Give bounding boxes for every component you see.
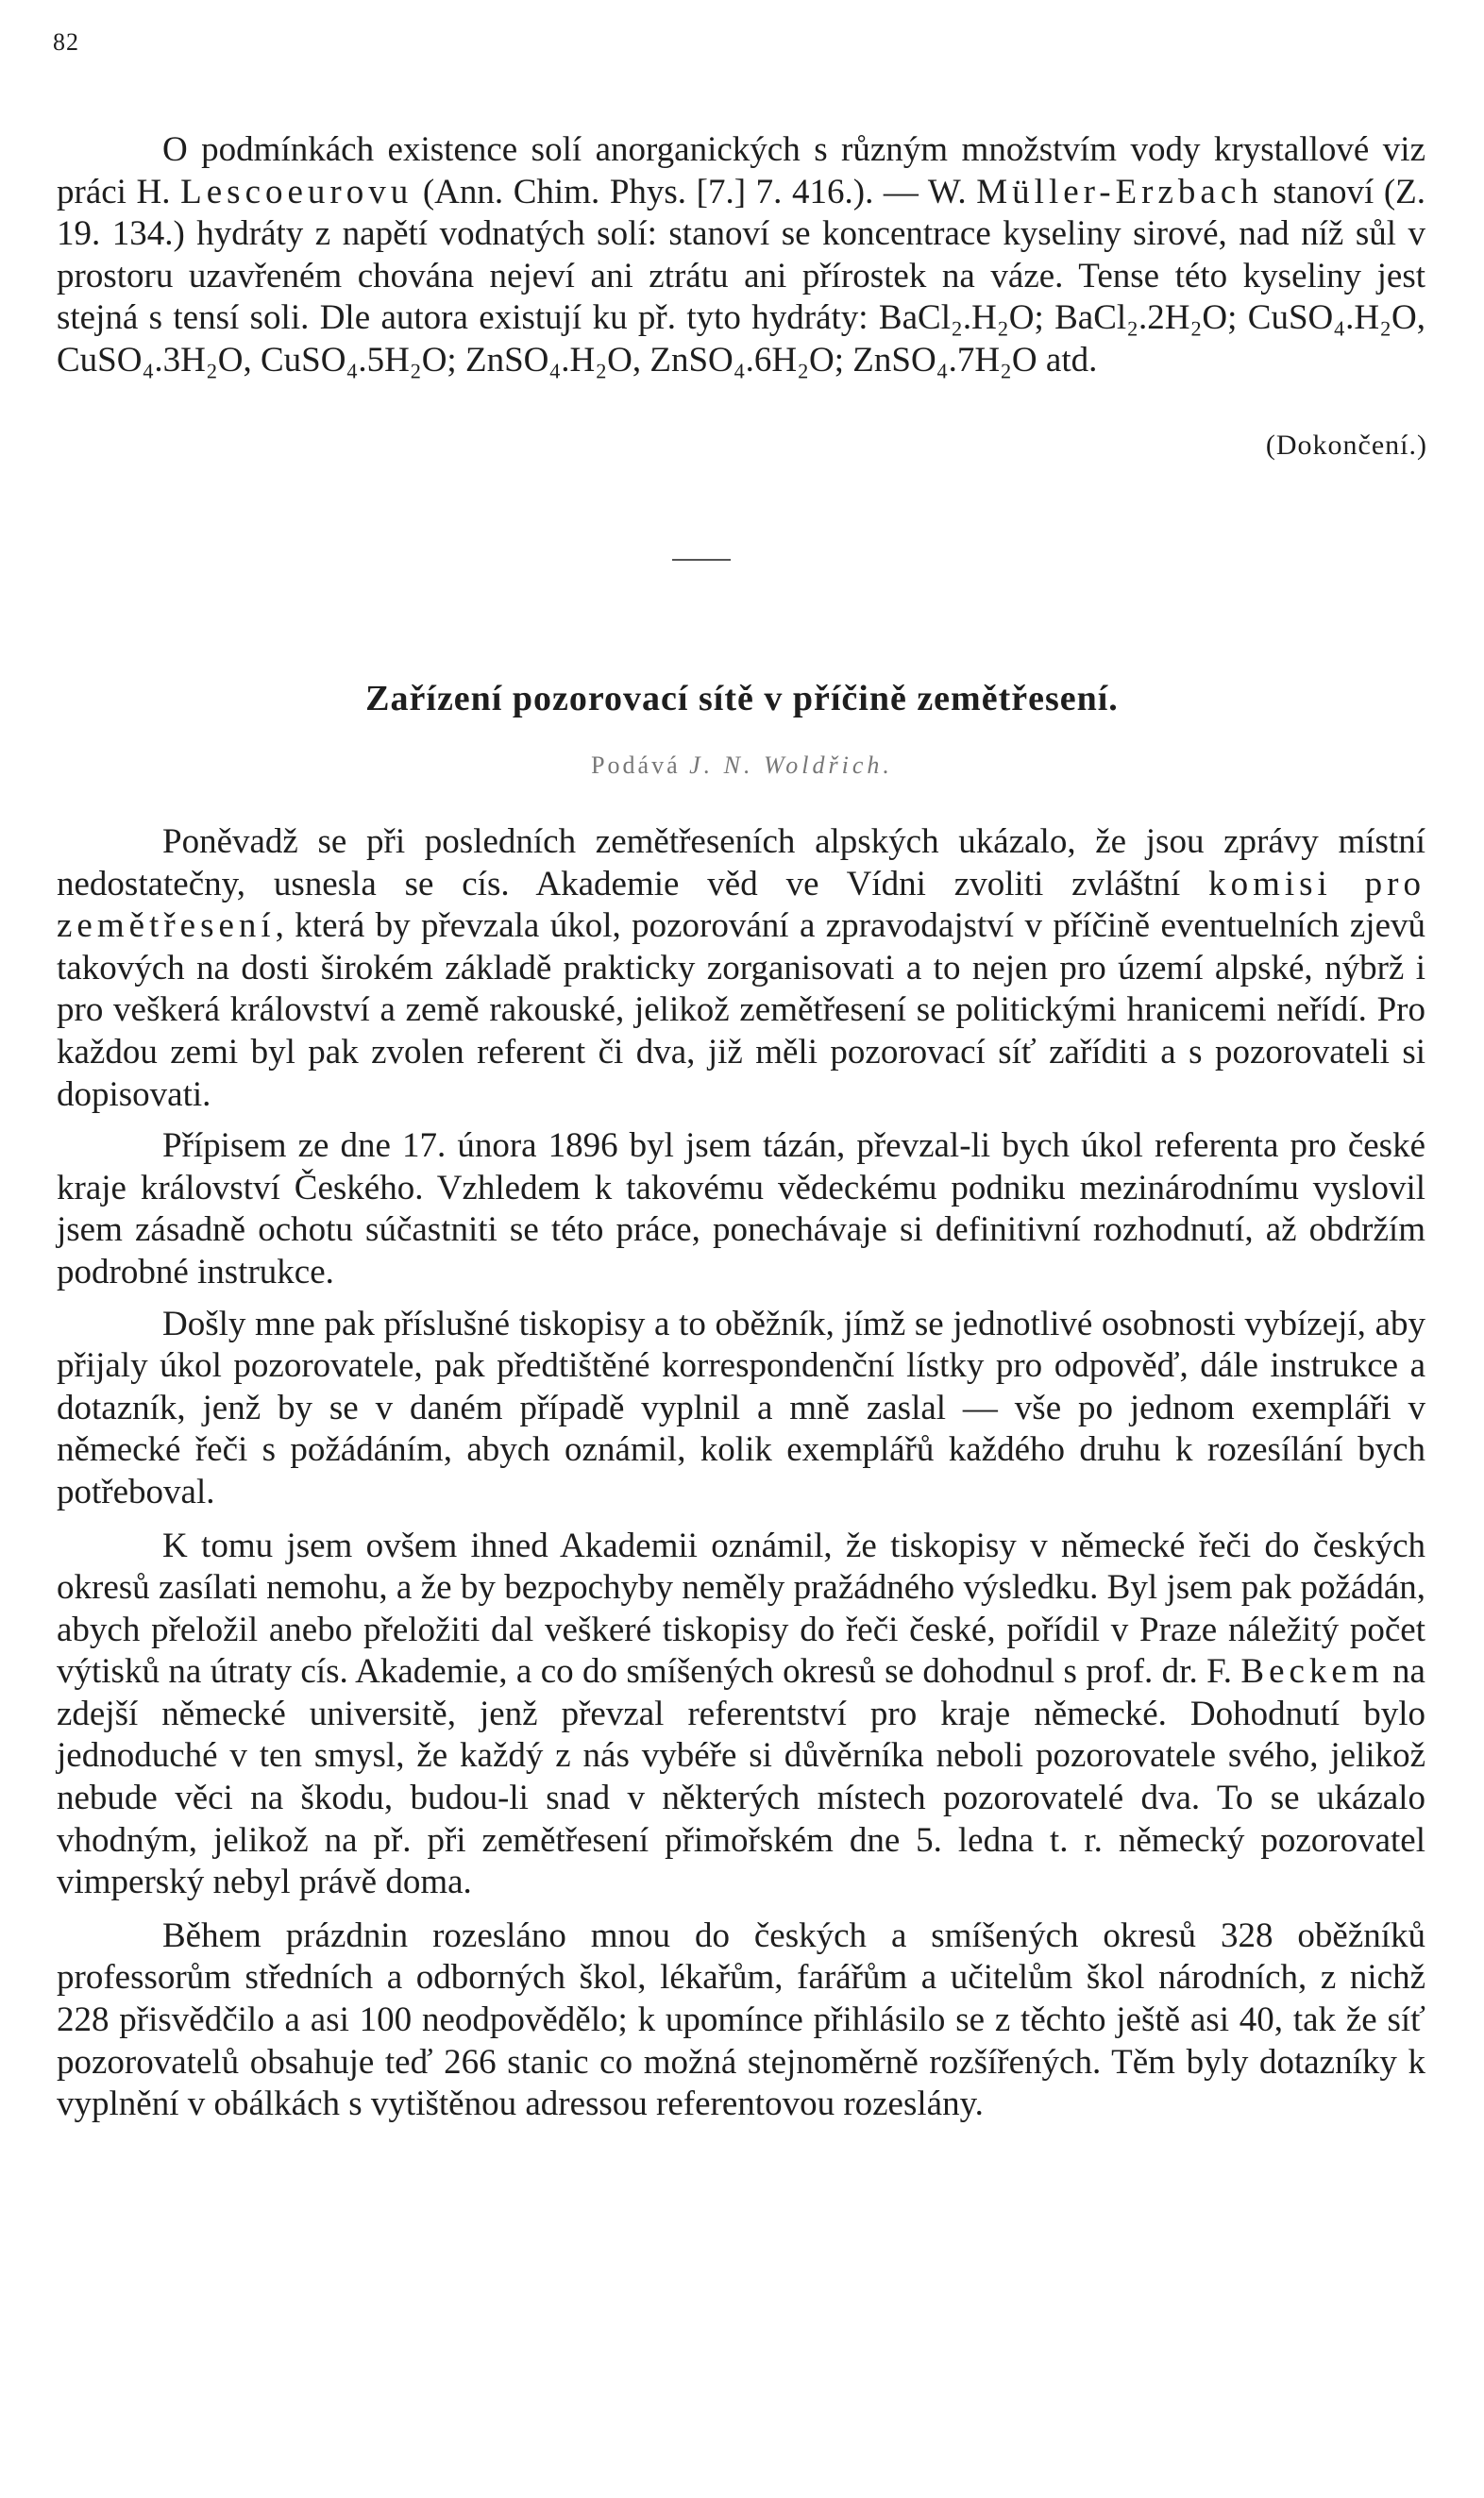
byline-prefix: Podává: [591, 751, 681, 779]
byline-author: J. N. Woldřich.: [689, 751, 893, 779]
text-run: (Ann. Chim. Phys. [7.] 7. 416.). — W.: [413, 172, 977, 211]
previous-article-conclusion: [57, 129, 1425, 382]
text-run: , která by převzala úkol, pozorování a zpravodajství v příčině eventuelních zjevů takových na dosti širokém základě prakticky zorganisovati a to nejen pro území alpské, nýbrž i pro veškerá království a země rakouské, jelikož zemětřesení se politickými hranicemi neřídí. Pro každou zemi byl pak zvolen referent či dva, již měli pozorovací síť zaříditi a s pozorovateli si dopisovati.: [57, 906, 1425, 1114]
text-run: Poněvadž se při posledních zemětřeseních alpských ukázalo, že jsou zprávy místní nedostatečny, usnesla se cís. Akademie věd ve Vídni zvoliti zvláštní: [57, 822, 1425, 903]
article-title: Zařízení pozorovací sítě v příčině zemětřesení.: [365, 679, 1119, 718]
article-paragraph: [57, 1304, 1425, 1514]
cited-author-lescoeur: Lescoeurovu: [180, 172, 413, 211]
previous-article-paragraph: [57, 129, 1425, 382]
text-run: stanoví (Z. 19. 134.) hydráty z napětí vodnatých solí: stanoví se koncentrace kyseliny sirové, nad níž sůl v prostoru uzavřeném chována nejeví ani ztrátu ani přírostek na váze. Tense této kyseliny jest stejná s tensí soli. Dle autora existují ku př. tyto hydráty: BaCl₂.H₂O; BaCl₂.2H₂O; CuSO₄.H₂O, CuSO₄.3H₂O, CuSO₄.5H₂O; ZnSO₄.H₂O, ZnSO₄.6H₂O; ZnSO₄.7H₂O atd.: [57, 172, 1426, 380]
text-run: K tomu jsem ovšem ihned Akademii oznámil, že tiskopisy v německé řeči do českých okresů zasílati nemohu, a že by bezpochyby neměly pražádného výsledku. Byl jsem pak požádán, abych přeložil anebo přeložiti dal veškeré tiskopisy do řeči české, pořídil v Praze náležitý počet výtisků na útraty cís. Akademie, a co do smíšených okresů se dohodnul s prof. dr. F.: [57, 1526, 1425, 1692]
article-byline: [0, 751, 1484, 780]
section-divider: [672, 559, 731, 561]
cited-author-becke: Beckem: [1240, 1652, 1384, 1692]
text-run: Během prázdnin rozesláno mnou do českých a smíšených okresů 328 oběžníků professorům středních a odborných škol, lékařům, farářům a učitelům škol národních, z nichž 228 přisvědčilo a asi 100 neodpovědělo; k upomínce přihlásilo se z těchto ještě asi 40, tak že síť pozorovatelů obsahuje teď 266 stanic co možná stejnoměrně rozšířených. Těm byly dotazníky k vyplnění v obálkách s vytištěnou adressou referentovou rozeslány.: [57, 1916, 1425, 2124]
text-run: Přípisem ze dne 17. února 1896 byl jsem tázán, převzal-li bych úkol referenta pro české kraje království Českého. Vzhledem k takovému vědeckému podniku mezinárodnímu vyslovil jsem zásadně ochotu súčastniti se této práce, ponechávaje si definitivní rozhodnutí, až obdržím podrobné instrukce.: [57, 1126, 1425, 1291]
article-body: [57, 821, 1425, 2137]
cited-author-muller-erzbach: Müller-Erzbach: [976, 172, 1263, 211]
article-paragraph: [57, 1526, 1425, 1904]
text-run: Došly mne pak příslušné tiskopisy a to oběžník, jímž se jednotlivé osobnosti vybízejí, aby přijaly úkol pozorovatele, pak předtištěné korrespondenční lístky pro odpověď, dále instrukce a dotazník, jenž by se v daném případě vyplnil a mně zaslal — vše po jednom exempláři v německé řeči s požádáním, abych oznámil, kolik exemplářů každého druhu k rozesílání bych potřeboval.: [57, 1304, 1425, 1511]
article-paragraph: [57, 1125, 1425, 1293]
article-paragraph: [57, 821, 1425, 1116]
text-run: na zdejší německé universitě, jenž převzal referentství pro kraje německé. Dohodnutí bylo jednoduché v ten smysl, že každý z nás vybéře si důvěrníka neboli pozorovatele svého, jelikož nebude věci na škodu, budou-li snad v některých místech pozorovatelé dva. To se ukázalo vhodným, jelikož na př. při zemětřesení přimořském dne 5. ledna t. r. německý pozorovatel vimperský nebyl právě doma.: [57, 1652, 1425, 1902]
article-paragraph: [57, 1916, 1425, 2126]
conclusion-note: (Dokončení.): [1265, 430, 1427, 461]
page-number: 82: [53, 28, 79, 56]
emphasis-komise: komisi pro zemětřesení: [57, 864, 1425, 946]
text-run: O podmínkách existence solí anorganických s různým množstvím vody krystallové viz práci H.: [57, 130, 1425, 211]
